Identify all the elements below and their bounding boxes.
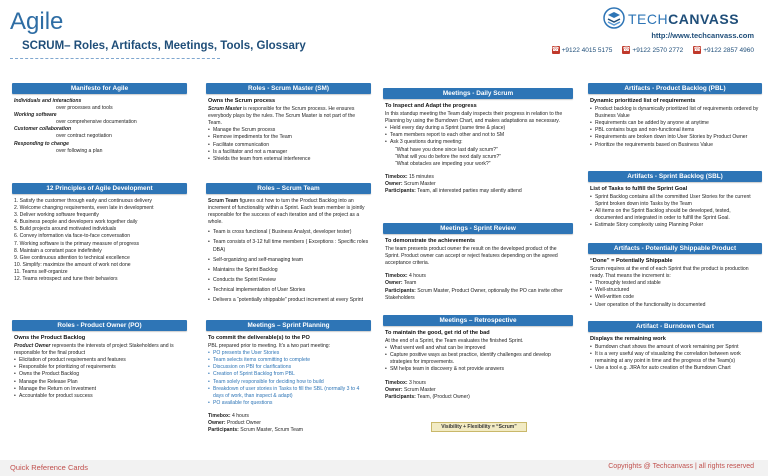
scrum-master-section — [206, 83, 371, 163]
bullet-item: • Well-written code — [590, 294, 760, 301]
bullet-item: • Prioritize the requirements based on Business Value — [590, 142, 760, 149]
section-description: In this standup meeting the Team daily inspects their progress in relation to the Planning by using the Burndown Chart, and makes adaptations as necessary. — [385, 111, 563, 125]
bullet-item: • PO presents the User Stories — [208, 350, 369, 357]
bullet-item: • Breakdown of user stories in Tasks to fill the SBL (normally 3 to 4 days of work, than inspect & adapt) — [208, 386, 369, 400]
bullet-item: • Well-structured — [590, 287, 760, 294]
bullet-item: • Thoroughly tested and stable — [590, 280, 760, 287]
participants-line: Participants: Team, all interested parties may silently attend — [385, 188, 522, 195]
bullet-item: • Use a tool e.g. JIRA for auto creation of the Burndown Chart — [590, 365, 760, 372]
bullet-item: • User operation of the functionality is documented — [590, 302, 760, 309]
participants-line: Participants: Team, (Product Owner) — [385, 393, 470, 400]
section-header: Meetings – Retrospective — [383, 315, 573, 326]
bullet-item: • Requirements are broken down into User Stories by Product Owner — [590, 134, 760, 141]
principle-item: 9. Give continuous attention to technical excellence — [14, 254, 130, 261]
timebox-line: Timebox: 4 hours — [385, 273, 426, 280]
owner-line: Owner: Scrum Master — [385, 386, 436, 393]
phone-icon: ☎ — [693, 47, 701, 53]
manifesto-over: over following a plan — [56, 147, 103, 154]
bullet-item: • Ask 3 questions during meeting: — [385, 139, 571, 146]
bullet-item: • PBL contains bugs and non-functional items — [590, 127, 760, 134]
phone-item[interactable]: ☎ +9122 2570 2772 — [622, 46, 684, 54]
timebox-line: Timebox: 15 minutes — [385, 173, 434, 180]
bullet-item: • Delivers a “potentially shippable” product increment at every Sprint — [208, 297, 369, 304]
product-owner-section — [12, 320, 187, 400]
section-header: Meetings - Sprint Review — [383, 223, 573, 234]
bullet-item: • Creation of Sprint Backlog from PBL — [208, 371, 369, 378]
bullet-item: • All items on the Sprint Backlog should be developed, tested, documented and integrated in order to fulfill the Sprint Goal. — [590, 208, 760, 222]
section-description: Scrum requires at the end of each Sprint that the product is production ready. That means the increment is: — [590, 266, 749, 280]
daily-scrum-section — [383, 88, 573, 195]
manifesto-value: Customer collaboration — [14, 126, 72, 133]
manifesto-over: over processes and tools — [56, 105, 113, 112]
principle-item: 12. Teams retrospect and tune their behaviors — [14, 276, 118, 283]
bullet-item: • Burndown chart shows the amount of work remaining per Sprint — [590, 344, 760, 351]
phone-list — [552, 46, 754, 54]
techcanvass-logo-icon — [602, 6, 626, 30]
section-header: Roles - Product Owner (PO) — [12, 320, 187, 331]
bullet-item: • Team members report to each other and not to SM — [385, 132, 571, 139]
section-header: Roles – Scrum Team — [206, 183, 371, 194]
bullet-item: • Manage the Scrum process — [208, 127, 369, 134]
question-item: “What have you done since last daily scrum?” — [395, 146, 498, 153]
manifesto-value: Responding to change — [14, 140, 69, 147]
principle-item: 1. Satisfy the customer through early and continuous delivery — [14, 198, 152, 204]
bullet-item: • Team consists of 3-12 full time members ( Exceptions : Specific roles DBA) — [208, 239, 369, 253]
phone-icon: ☎ — [622, 47, 631, 53]
bullet-item: • Sprint Backlog contains all the committed User Stories for the current Sprint broken down into Tasks by the Team — [590, 194, 760, 208]
burndown-chart-section — [588, 321, 762, 372]
bullet-item: • Discussion on PBI for clarifications — [208, 364, 369, 371]
bullet-item: • Manage the Return on Investment — [14, 386, 185, 393]
section-subheading: Dynamic prioritized list of requirements — [590, 98, 696, 104]
owner-line: Owner: Team — [385, 280, 417, 287]
bullet-item: • Is a facilitator and not a manager — [208, 149, 369, 156]
owner-line: Owner: Product Owner — [208, 420, 261, 427]
section-subheading: To commit the deliverable(s) to the PO — [208, 335, 310, 341]
section-description: PBL prepared prior to meeting. It’s a two part meeting: — [208, 343, 331, 350]
bullet-item: • Held every day during a Sprint (same time & place) — [385, 125, 571, 132]
principle-item: 2. Welcome changing requirements, even late in development — [14, 205, 154, 212]
manifesto-over: over comprehensive documentation — [56, 119, 137, 126]
copyright-notice: Copyrights @ Techcanvass | all rights reserved — [608, 463, 754, 470]
phone-item[interactable]: ☎ +9122 2857 4960 — [693, 46, 754, 54]
page-header — [0, 0, 768, 80]
section-description: Scrum Team figures out how to turn the Product Backlog into an increment of functionality within a Sprint. Each team member is jointly responsible for the success of each iteration and of the project as a whole. — [208, 198, 365, 226]
bullet-item: • Owns the Product Backlog — [14, 371, 185, 378]
manifesto-value: Individuals and interactions — [14, 98, 82, 104]
website-url[interactable]: http://www.techcanvass.com — [651, 31, 754, 40]
bullet-item: • Estimate Story complexity using Planning Poker — [590, 222, 760, 229]
visibility-flexibility-badge: Visibility + Flexibility = “Scrum” — [431, 422, 527, 432]
bullet-item: • SM helps team in discovery & not provide answers — [385, 366, 571, 373]
principle-item: 10. Simplify: maximize the amount of work not done — [14, 261, 131, 268]
bullet-item: • Maintains the Sprint Backlog — [208, 267, 369, 274]
manifesto-section — [12, 83, 187, 155]
principle-item: 5. Build projects around motivated individuals — [14, 226, 117, 233]
brand-logo[interactable] — [602, 6, 762, 32]
section-subheading: “Done” = Potentially Shippable — [590, 258, 673, 264]
bullet-item: • It is a very useful way of visualizing the correlation between work remaining at any point in time and the progress of the Team(s) — [590, 351, 760, 365]
section-header: Artifact - Burndown Chart — [588, 321, 762, 332]
bullet-item: • Elicitation of product requirements and features — [14, 357, 185, 364]
section-subheading: To demonstrate the achievements — [385, 238, 476, 244]
owner-line: Owner: Scrum Master — [385, 180, 436, 187]
bullet-item: • Accountable for product success — [14, 393, 185, 400]
bullet-item: • Facilitate communication — [208, 142, 369, 149]
sprint-review-section — [383, 223, 573, 302]
phone-item[interactable]: ☎ +9122 4015 5175 — [551, 46, 613, 54]
bullet-item: • Team selects items committing to complete — [208, 357, 369, 364]
section-subheading: To maintain the good, get rid of the bad — [385, 330, 490, 336]
product-backlog-section — [588, 83, 762, 149]
section-header: Meetings – Sprint Planning — [206, 320, 371, 331]
section-header: Artifacts - Sprint Backlog (SBL) — [588, 171, 762, 182]
question-item: “What obstacles are impeding your work?” — [395, 160, 491, 167]
manifesto-value: Working software — [14, 112, 57, 119]
retrospective-section — [383, 315, 573, 401]
section-description: At the end of a Sprint, the Team evaluates the finished Sprint. — [385, 338, 524, 345]
page-subtitle: SCRUM– Roles, Artifacts, Meetings, Tools, Glossary — [22, 40, 306, 52]
phone-icon: ☎ — [551, 47, 560, 53]
section-description: Scrum Master is responsible for the Scrum process. He ensures everybody plays by the rules. The Scrum Master is not part of the Team. — [208, 106, 356, 127]
bullet-item: • Technical implementation of User Stories — [208, 287, 369, 294]
sprint-planning-section — [206, 320, 371, 434]
section-description: Product Owner represents the interests of project Stakeholders and is responsible for the final product — [14, 343, 174, 357]
bullet-item: • PO available for questions — [208, 400, 369, 407]
section-subheading: Owns the Scrum process — [208, 98, 276, 104]
bullet-item: • Team is cross functional ( Business Analyst, developer tester) — [208, 229, 369, 236]
bullet-item: • Team solely responsible for deciding how to build — [208, 379, 369, 386]
section-header: Artifacts - Potentially Shippable Product — [588, 243, 762, 254]
title-divider — [10, 58, 220, 59]
participants-line: Participants: Scrum Master, Product Owner, optionally the PO can invite other Stakeholders — [385, 287, 563, 301]
page-title: Agile — [10, 8, 64, 35]
principle-item: 11. Teams self-organize — [14, 268, 68, 275]
section-subheading: To Inspect and Adapt the progress — [385, 103, 477, 109]
bullet-item: • Remove impediments for the Team — [208, 134, 369, 141]
bullet-item: • Responsible for prioritizing of requirements — [14, 364, 185, 371]
timebox-line: Timebox: 3 hours — [385, 379, 426, 386]
principle-item: 3. Deliver working software frequently — [14, 212, 99, 219]
section-subheading: Owns the Product Backlog — [14, 335, 86, 341]
bullet-item: • Self-organizing and self-managing team — [208, 257, 369, 264]
bullet-item: • Product backlog is dynamically prioritized list of requirements ordered by Business Value — [590, 106, 760, 120]
principle-item: 4. Business people and developers work together daily — [14, 219, 138, 226]
bullet-item: • What went well and what can be improved — [385, 345, 571, 352]
bullet-item: • Capture positive ways as best practice, identify challenges and develop strategies for improvements. — [385, 352, 571, 366]
page-footer — [0, 460, 768, 476]
question-item: “What will you do before the next daily scrum?” — [395, 153, 501, 160]
principle-item: 7. Working software is the primary measure of progress — [14, 240, 140, 247]
principle-item: 8. Maintain a constant pace indefinitely — [14, 247, 102, 254]
shippable-product-section — [588, 243, 762, 309]
bullet-item: • Manage the Release Plan — [14, 379, 185, 386]
bullet-item: • Shields the team from external interference — [208, 156, 369, 163]
scrum-team-section — [206, 183, 371, 304]
principle-item: 6. Convey information via face-to-face conversation — [14, 233, 131, 240]
brand-name: TECHCANVASS — [628, 11, 740, 27]
bullet-item: • Requirements can be added by anyone at anytime — [590, 120, 760, 127]
timebox-line: Timebox: 4 hours — [208, 412, 249, 419]
participants-line: Participants: Scrum Master, Scrum Team — [208, 427, 304, 434]
manifesto-over: over contract negotiation — [56, 133, 112, 140]
bullet-item: • Conducts the Sprint Review — [208, 277, 369, 284]
section-header: Roles - Scrum Master (SM) — [206, 83, 371, 94]
principles-section — [12, 183, 187, 283]
section-header: Manifesto for Agile — [12, 83, 187, 94]
sprint-backlog-section — [588, 171, 762, 230]
section-subheading: Displays the remaining work — [590, 336, 666, 342]
section-header: 12 Principles of Agile Development — [12, 183, 187, 194]
section-subheading: List of Tasks to fulfill the Sprint Goal — [590, 186, 688, 192]
section-description: The team presents product owner the result on the developed product of the Sprint. Product owner can accept or reject features depending on the agreed acceptance criteria. — [385, 246, 558, 267]
footer-label: Quick Reference Cards — [10, 463, 88, 472]
section-header: Meetings - Daily Scrum — [383, 88, 573, 99]
section-header: Artifacts - Product Backlog (PBL) — [588, 83, 762, 94]
